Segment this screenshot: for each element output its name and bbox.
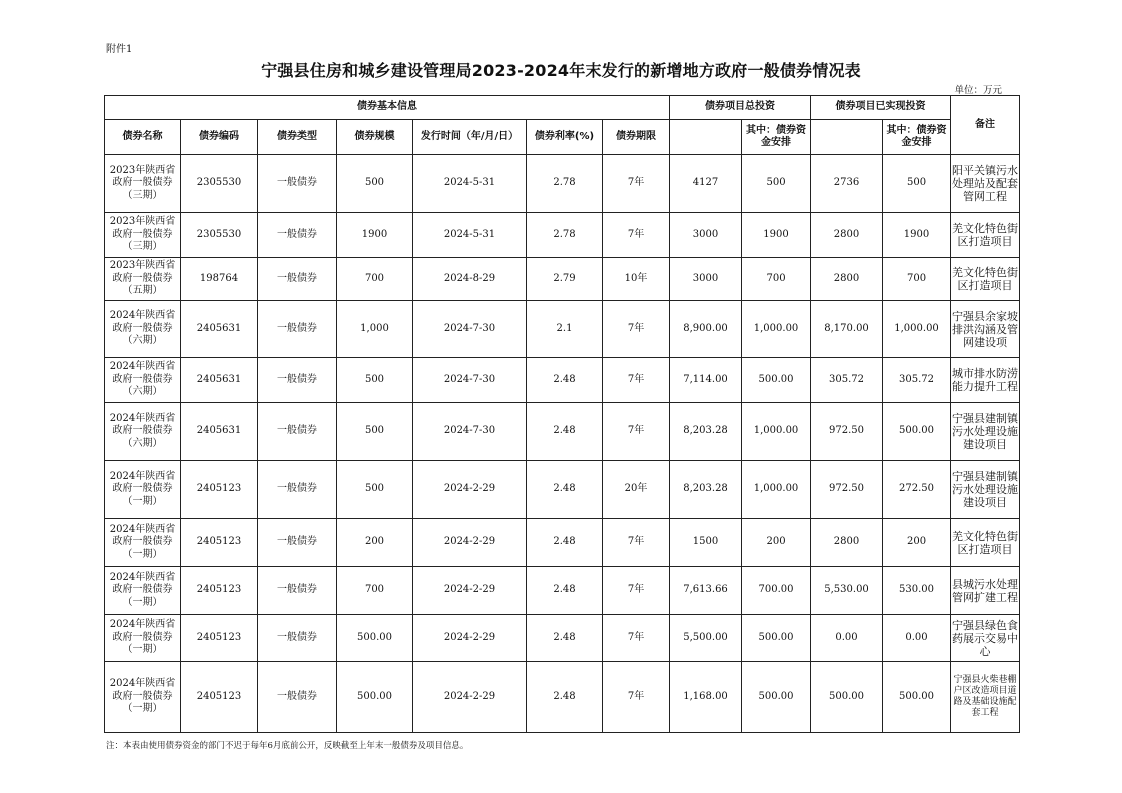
cell-total: 3000: [670, 213, 742, 258]
cell-remark: 宁强县建制镇污水处理设施建设项目: [951, 461, 1020, 519]
cell-name: 2024年陕西省政府一般债券（六期）: [105, 301, 181, 358]
cell-total: 4127: [670, 155, 742, 213]
table-row: [105, 662, 1020, 733]
cell-date: 2024-7-30: [413, 358, 527, 403]
header-realized-arrangement: 其中：债券资金安排: [883, 120, 951, 155]
cell-total-arrangement: 1900: [742, 213, 811, 258]
table-row: [105, 258, 1020, 301]
bond-table: [104, 95, 1020, 733]
cell-date: 2024-7-30: [413, 301, 527, 358]
unit-label: 单位：万元: [954, 85, 1002, 96]
table-row: [105, 615, 1020, 662]
header-group-total: 债券项目总投资: [670, 96, 811, 120]
cell-type: 一般债券: [258, 403, 337, 461]
cell-name: 2024年陕西省政府一般债券（一期）: [105, 461, 181, 519]
table-row: [105, 567, 1020, 615]
cell-term: 20年: [603, 461, 670, 519]
cell-total: 8,203.28: [670, 461, 742, 519]
header-rate: 债券利率(%): [527, 120, 603, 155]
cell-scale: 1900: [337, 213, 413, 258]
cell-total-arrangement: 1,000.00: [742, 301, 811, 358]
cell-type: 一般债券: [258, 519, 337, 567]
cell-total-arrangement: 500: [742, 155, 811, 213]
cell-date: 2024-2-29: [413, 662, 527, 733]
cell-code: 2405123: [181, 615, 258, 662]
cell-code: 2305530: [181, 213, 258, 258]
cell-date: 2024-2-29: [413, 567, 527, 615]
cell-rate: 2.48: [527, 615, 603, 662]
cell-rate: 2.48: [527, 567, 603, 615]
header-group-realized: 债券项目已实现投资: [811, 96, 951, 120]
cell-realized-arrangement: 700: [883, 258, 951, 301]
cell-date: 2024-2-29: [413, 519, 527, 567]
cell-total-arrangement: 500.00: [742, 358, 811, 403]
cell-remark: 宁强县余家坡排洪沟涵及管网建设项: [951, 301, 1020, 358]
header-group-basic: 债券基本信息: [105, 96, 670, 120]
table-row: [105, 461, 1020, 519]
header-total-empty: [670, 120, 742, 155]
cell-code: 2405631: [181, 358, 258, 403]
cell-code: 2405631: [181, 403, 258, 461]
cell-term: 7年: [603, 155, 670, 213]
cell-total: 7,114.00: [670, 358, 742, 403]
cell-realized-arrangement: 200: [883, 519, 951, 567]
cell-name: 2024年陕西省政府一般债券（一期）: [105, 567, 181, 615]
cell-date: 2024-2-29: [413, 615, 527, 662]
cell-realized-arrangement: 1900: [883, 213, 951, 258]
page-title: 宁强县住房和城乡建设管理局2023-2024年末发行的新增地方政府一般债券情况表: [261, 61, 861, 80]
cell-name: 2024年陕西省政府一般债券（六期）: [105, 358, 181, 403]
cell-scale: 700: [337, 567, 413, 615]
cell-term: 7年: [603, 358, 670, 403]
cell-realized: 8,170.00: [811, 301, 883, 358]
cell-name: 2024年陕西省政府一般债券（一期）: [105, 519, 181, 567]
cell-total: 8,900.00: [670, 301, 742, 358]
cell-remark: 城市排水防涝能力提升工程: [951, 358, 1020, 403]
table-row: [105, 301, 1020, 358]
table-row: [105, 519, 1020, 567]
cell-date: 2024-2-29: [413, 461, 527, 519]
table-row: [105, 403, 1020, 461]
cell-type: 一般债券: [258, 301, 337, 358]
header-term: 债券期限: [603, 120, 670, 155]
cell-total: 1,168.00: [670, 662, 742, 733]
cell-code: 2305530: [181, 155, 258, 213]
cell-realized-arrangement: 272.50: [883, 461, 951, 519]
cell-term: 7年: [603, 519, 670, 567]
cell-code: 2405631: [181, 301, 258, 358]
cell-realized-arrangement: 500: [883, 155, 951, 213]
cell-realized-arrangement: 0.00: [883, 615, 951, 662]
cell-scale: 500: [337, 155, 413, 213]
cell-remark: 羌文化特色街区打造项目: [951, 258, 1020, 301]
cell-type: 一般债券: [258, 662, 337, 733]
cell-remark: 宁强县绿色食药展示交易中心: [951, 615, 1020, 662]
cell-realized: 5,530.00: [811, 567, 883, 615]
cell-date: 2024-8-29: [413, 258, 527, 301]
cell-realized: 2800: [811, 519, 883, 567]
cell-realized: 2736: [811, 155, 883, 213]
cell-rate: 2.48: [527, 662, 603, 733]
cell-rate: 2.1: [527, 301, 603, 358]
cell-scale: 1,000: [337, 301, 413, 358]
cell-type: 一般债券: [258, 213, 337, 258]
cell-realized: 2800: [811, 258, 883, 301]
header-realized-empty: [811, 120, 883, 155]
cell-date: 2024-7-30: [413, 403, 527, 461]
cell-type: 一般债券: [258, 461, 337, 519]
cell-remark: 县城污水处理管网扩建工程: [951, 567, 1020, 615]
table-row: [105, 213, 1020, 258]
cell-date: 2024-5-31: [413, 155, 527, 213]
cell-code: 2405123: [181, 662, 258, 733]
cell-total-arrangement: 700: [742, 258, 811, 301]
cell-rate: 2.48: [527, 519, 603, 567]
cell-realized: 500.00: [811, 662, 883, 733]
cell-scale: 200: [337, 519, 413, 567]
cell-rate: 2.79: [527, 258, 603, 301]
cell-scale: 500: [337, 461, 413, 519]
cell-scale: 500.00: [337, 662, 413, 733]
cell-name: 2024年陕西省政府一般债券（六期）: [105, 403, 181, 461]
cell-date: 2024-5-31: [413, 213, 527, 258]
cell-type: 一般债券: [258, 258, 337, 301]
cell-remark: 宁强县建制镇污水处理设施建设项目: [951, 403, 1020, 461]
cell-term: 7年: [603, 213, 670, 258]
cell-remark: 羌文化特色街区打造项目: [951, 213, 1020, 258]
header-name: 债券名称: [105, 120, 181, 155]
header-date: 发行时间（年/月/日）: [413, 120, 527, 155]
cell-scale: 500: [337, 358, 413, 403]
cell-remark: 宁强县火柴巷棚户区改造项目道路及基础设施配套工程: [951, 662, 1020, 733]
cell-code: 2405123: [181, 461, 258, 519]
cell-term: 7年: [603, 301, 670, 358]
cell-realized: 972.50: [811, 403, 883, 461]
cell-type: 一般债券: [258, 155, 337, 213]
cell-rate: 2.48: [527, 403, 603, 461]
header-code: 债券编码: [181, 120, 258, 155]
cell-total: 5,500.00: [670, 615, 742, 662]
cell-total-arrangement: 700.00: [742, 567, 811, 615]
cell-rate: 2.48: [527, 358, 603, 403]
cell-scale: 500.00: [337, 615, 413, 662]
cell-total: 7,613.66: [670, 567, 742, 615]
cell-total-arrangement: 500.00: [742, 662, 811, 733]
cell-total: 1500: [670, 519, 742, 567]
cell-code: 2405123: [181, 567, 258, 615]
cell-name: 2023年陕西省政府一般债券（五期）: [105, 258, 181, 301]
cell-term: 7年: [603, 615, 670, 662]
cell-name: 2023年陕西省政府一般债券（三期）: [105, 213, 181, 258]
cell-scale: 700: [337, 258, 413, 301]
cell-term: 10年: [603, 258, 670, 301]
cell-realized: 2800: [811, 213, 883, 258]
cell-total: 8,203.28: [670, 403, 742, 461]
cell-term: 7年: [603, 567, 670, 615]
cell-realized: 0.00: [811, 615, 883, 662]
cell-realized-arrangement: 305.72: [883, 358, 951, 403]
cell-realized-arrangement: 500.00: [883, 662, 951, 733]
cell-remark: 阳平关镇污水处理站及配套管网工程: [951, 155, 1020, 213]
cell-name: 2023年陕西省政府一般债券（三期）: [105, 155, 181, 213]
header-type: 债券类型: [258, 120, 337, 155]
cell-total-arrangement: 500.00: [742, 615, 811, 662]
cell-type: 一般债券: [258, 615, 337, 662]
cell-remark: 羌文化特色街区打造项目: [951, 519, 1020, 567]
cell-rate: 2.78: [527, 155, 603, 213]
cell-rate: 2.48: [527, 461, 603, 519]
cell-realized: 972.50: [811, 461, 883, 519]
cell-realized-arrangement: 1,000.00: [883, 301, 951, 358]
cell-total: 3000: [670, 258, 742, 301]
footnote: 注：本表由使用债券资金的部门不迟于每年6月底前公开，反映截至上年末一般债券及项目信息。: [106, 741, 469, 751]
cell-realized: 305.72: [811, 358, 883, 403]
cell-code: 198764: [181, 258, 258, 301]
table-row: [105, 155, 1020, 213]
cell-rate: 2.78: [527, 213, 603, 258]
cell-total-arrangement: 1,000.00: [742, 403, 811, 461]
table-row: [105, 358, 1020, 403]
cell-term: 7年: [603, 662, 670, 733]
cell-term: 7年: [603, 403, 670, 461]
cell-total-arrangement: 200: [742, 519, 811, 567]
cell-realized-arrangement: 500.00: [883, 403, 951, 461]
header-remark: 备注: [951, 96, 1020, 155]
header-total-arrangement: 其中：债券资金安排: [742, 120, 811, 155]
cell-code: 2405123: [181, 519, 258, 567]
cell-type: 一般债券: [258, 567, 337, 615]
header-scale: 债券规模: [337, 120, 413, 155]
cell-scale: 500: [337, 403, 413, 461]
cell-type: 一般债券: [258, 358, 337, 403]
cell-total-arrangement: 1,000.00: [742, 461, 811, 519]
cell-name: 2024年陕西省政府一般债券（一期）: [105, 615, 181, 662]
attachment-label: 附件1: [106, 44, 133, 55]
cell-name: 2024年陕西省政府一般债券（一期）: [105, 662, 181, 733]
cell-realized-arrangement: 530.00: [883, 567, 951, 615]
